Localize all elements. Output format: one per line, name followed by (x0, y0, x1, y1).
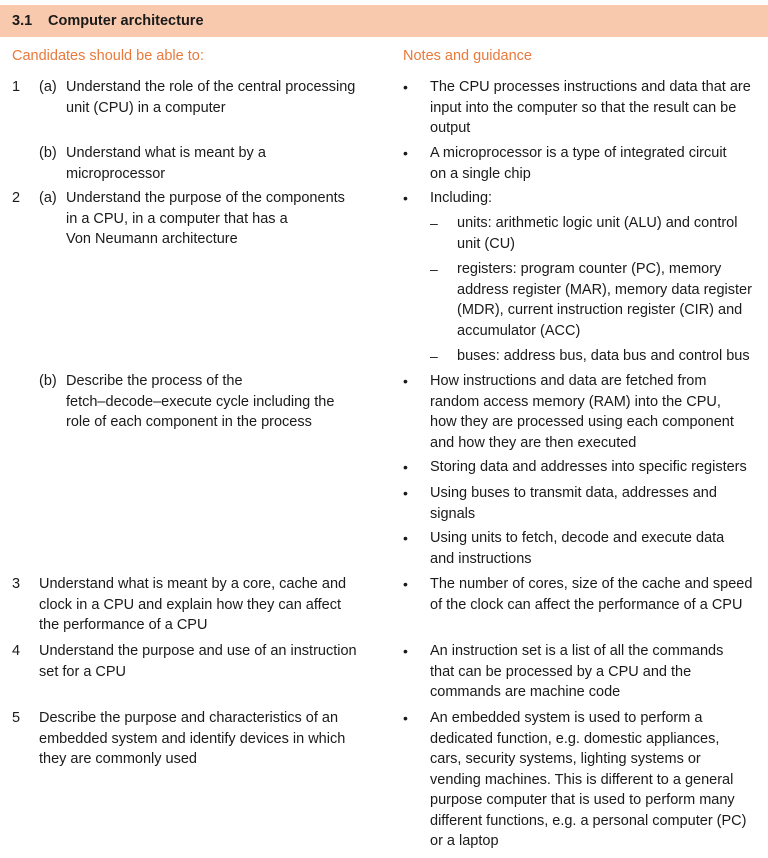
bullet-marker: • (403, 459, 408, 475)
column-heading-left: Candidates should be able to: (12, 48, 204, 64)
guidance-text-line: on a single chip (430, 165, 531, 182)
objective-number: 4 (12, 643, 21, 659)
objective-text-line: microprocessor (66, 165, 166, 182)
objective-text-line: Von Neumann architecture (66, 231, 238, 247)
bullet-marker: • (403, 530, 408, 546)
guidance-text-line: Storing data and addresses into specific registers (430, 459, 747, 475)
guidance-text-line: and instructions (430, 550, 532, 567)
objective-text-line: fetch–decode–execute cycle including the (66, 393, 335, 410)
objective-number: 3 (12, 576, 21, 592)
objective-text-line: unit (CPU) in a computer (66, 99, 226, 116)
bullet-marker: • (403, 190, 408, 206)
guidance-text-line: An embedded system is used to perform a (430, 710, 703, 726)
objective-number: 2 (12, 190, 21, 206)
bullet-marker: • (403, 79, 408, 95)
dash-marker: – (430, 215, 438, 231)
guidance-text-line: vending machines. This is different to a general (430, 771, 734, 788)
guidance-text-line: Including: (430, 190, 493, 206)
guidance-text-line: registers: program counter (PC), memory (457, 261, 722, 277)
objective-text-line: set for a CPU (39, 663, 127, 680)
objective-number: 5 (12, 710, 21, 726)
section-title: Computer architecture (48, 13, 204, 29)
section-number: 3.1 (12, 13, 33, 29)
guidance-text-line: buses: address bus, data bus and control bus (457, 348, 750, 364)
objective-text-line: clock in a CPU and explain how they can affect (39, 596, 341, 613)
objective-subletter: (a) (39, 190, 57, 206)
guidance-text-line: cars, security systems, lighting systems or (430, 751, 701, 767)
guidance-text-line: accumulator (ACC) (457, 322, 581, 339)
guidance-text-line: purpose computer that is used to perform many (430, 792, 735, 808)
guidance-text-line: (MDR), current instruction register (CIR) and (457, 302, 743, 318)
objective-number: 1 (12, 79, 21, 95)
guidance-text-line: How instructions and data are fetched from (430, 373, 707, 389)
objective-text-line: Understand what is meant by a (66, 145, 266, 161)
objective-text-line: in a CPU, in a computer that has a (66, 210, 288, 227)
guidance-text-line: input into the computer so that the result can be (430, 99, 737, 116)
objective-text-line: the performance of a CPU (39, 617, 208, 633)
bullet-marker: • (403, 485, 408, 501)
objective-text-line: Understand the purpose of the components (66, 190, 345, 206)
section-header (0, 5, 768, 37)
guidance-text-line: The number of cores, size of the cache and speed (430, 576, 753, 592)
objective-text-line: embedded system and identify devices in which (39, 730, 346, 747)
guidance-text-line: or a laptop (430, 833, 499, 849)
bullet-marker: • (403, 710, 408, 726)
bullet-marker: • (403, 643, 408, 659)
guidance-text-line: The CPU processes instructions and data that are (430, 79, 751, 95)
guidance-text-line: signals (430, 505, 476, 522)
guidance-text-line: different functions, e.g. a personal computer (PC) (430, 812, 747, 829)
guidance-text-line: Using buses to transmit data, addresses and (430, 485, 717, 501)
bullet-marker: • (403, 576, 408, 592)
guidance-text-line: A microprocessor is a type of integrated circuit (430, 145, 727, 161)
objective-text-line: they are commonly used (39, 751, 197, 767)
column-heading-right: Notes and guidance (403, 48, 532, 64)
objective-text-line: Describe the process of the (66, 373, 243, 389)
dash-marker: – (430, 261, 438, 277)
guidance-text-line: units: arithmetic logic unit (ALU) and control (457, 215, 738, 231)
guidance-text-line: unit (CU) (457, 235, 516, 252)
dash-marker: – (430, 348, 438, 364)
guidance-text-line: address register (MAR), memory data register (457, 281, 752, 298)
objective-text-line: Understand the purpose and use of an instruction (39, 643, 357, 659)
objective-text-line: Describe the purpose and characteristics of an (39, 710, 339, 726)
guidance-text-line: how they are processed using each component (430, 414, 734, 430)
guidance-text-line: and how they are then executed (430, 434, 637, 451)
objective-subletter: (b) (39, 145, 57, 161)
objective-text-line: Understand what is meant by a core, cache and (39, 576, 347, 592)
guidance-text-line: output (430, 120, 471, 136)
guidance-text-line: that can be processed by a CPU and the (430, 663, 692, 680)
bullet-marker: • (403, 373, 408, 389)
objective-subletter: (a) (39, 79, 57, 95)
objective-text-line: role of each component in the process (66, 414, 312, 430)
guidance-text-line: commands are machine code (430, 684, 621, 700)
bullet-marker: • (403, 145, 408, 161)
guidance-text-line: Using units to fetch, decode and execute data (430, 530, 725, 546)
guidance-text-line: An instruction set is a list of all the commands (430, 643, 724, 659)
guidance-text-line: dedicated function, e.g. domestic appliances, (430, 730, 720, 747)
guidance-text-line: random access memory (RAM) into the CPU, (430, 393, 721, 410)
guidance-text-line: of the clock can affect the performance of a CPU (430, 596, 743, 613)
objective-text-line: Understand the role of the central processing (66, 79, 356, 95)
objective-subletter: (b) (39, 373, 57, 389)
